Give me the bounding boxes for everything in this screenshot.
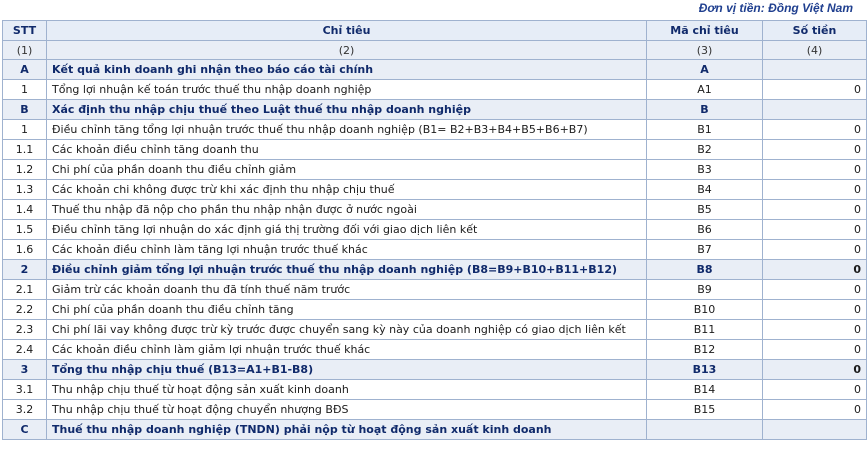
table-row — [3, 140, 867, 160]
row-indicator-code: B13 — [647, 360, 763, 380]
table-row — [3, 280, 867, 300]
row-amount-field[interactable]: 0 — [763, 360, 867, 380]
row-indicator-code: B5 — [647, 200, 763, 220]
row-stt: B — [3, 100, 47, 120]
row-amount-field[interactable]: 0 — [763, 140, 867, 160]
row-stt: A — [3, 60, 47, 80]
row-amount-field[interactable]: 0 — [763, 280, 867, 300]
table-row — [3, 180, 867, 200]
table-body — [3, 60, 867, 440]
row-amount-field[interactable]: 0 — [763, 320, 867, 340]
row-indicator-name: Các khoản điều chỉnh làm giảm lợi nhuận trước thuế khác — [47, 340, 647, 360]
row-indicator-name: Chi phí của phần doanh thu điều chỉnh tăng — [47, 300, 647, 320]
column-index: (1) — [3, 41, 47, 60]
header-stt: STT — [3, 21, 47, 41]
header-amount: Số tiền — [763, 21, 867, 41]
row-indicator-name: Giảm trừ các khoản doanh thu đã tính thuế năm trước — [47, 280, 647, 300]
table-row — [3, 320, 867, 340]
row-indicator-code: B2 — [647, 140, 763, 160]
table-row — [3, 300, 867, 320]
row-amount-field[interactable]: 0 — [763, 120, 867, 140]
section-row — [3, 360, 867, 380]
row-indicator-name: Các khoản điều chỉnh làm tăng lợi nhuận trước thuế khác — [47, 240, 647, 260]
header-code: Mã chỉ tiêu — [647, 21, 763, 41]
row-amount-field[interactable]: 0 — [763, 180, 867, 200]
row-stt: 1 — [3, 80, 47, 100]
row-amount-field[interactable]: 0 — [763, 160, 867, 180]
table-row — [3, 160, 867, 180]
row-indicator-code: B10 — [647, 300, 763, 320]
row-indicator-code: B12 — [647, 340, 763, 360]
row-indicator-name: Chi phí của phần doanh thu điều chỉnh giảm — [47, 160, 647, 180]
row-stt: 3.1 — [3, 380, 47, 400]
row-indicator-name: Thuế thu nhập doanh nghiệp (TNDN) phải nộp từ hoạt động sản xuất kinh doanh — [47, 420, 647, 440]
row-amount-field[interactable]: 0 — [763, 400, 867, 420]
row-stt: 2 — [3, 260, 47, 280]
header-indicator: Chỉ tiêu — [47, 21, 647, 41]
row-indicator-name: Điều chỉnh tăng lợi nhuận do xác định giá thị trường đối với giao dịch liên kết — [47, 220, 647, 240]
table-row — [3, 340, 867, 360]
row-stt: 1 — [3, 120, 47, 140]
row-indicator-name: Tổng lợi nhuận kế toán trước thuế thu nhập doanh nghiệp — [47, 80, 647, 100]
row-stt: 2.3 — [3, 320, 47, 340]
row-indicator-code: B7 — [647, 240, 763, 260]
section-row — [3, 260, 867, 280]
row-stt: 1.2 — [3, 160, 47, 180]
row-stt: 2.4 — [3, 340, 47, 360]
row-indicator-name: Thu nhập chịu thuế từ hoạt động sản xuất kinh doanh — [47, 380, 647, 400]
row-stt: 3.2 — [3, 400, 47, 420]
row-indicator-code: B — [647, 100, 763, 120]
row-indicator-code — [647, 420, 763, 440]
row-indicator-code: A — [647, 60, 763, 80]
column-index: (2) — [47, 41, 647, 60]
row-indicator-code: B8 — [647, 260, 763, 280]
table-row — [3, 240, 867, 260]
row-indicator-code: B4 — [647, 180, 763, 200]
section-row — [3, 60, 867, 80]
table-row — [3, 380, 867, 400]
row-amount-field[interactable]: 0 — [763, 300, 867, 320]
row-stt: 1.3 — [3, 180, 47, 200]
row-indicator-code: B15 — [647, 400, 763, 420]
table-row — [3, 400, 867, 420]
row-stt: 3 — [3, 360, 47, 380]
column-index: (3) — [647, 41, 763, 60]
row-indicator-name: Thu nhập chịu thuế từ hoạt động chuyển nhượng BĐS — [47, 400, 647, 420]
row-indicator-name: Thuế thu nhập đã nộp cho phần thu nhập nhận được ở nước ngoài — [47, 200, 647, 220]
row-amount-field[interactable]: 0 — [763, 240, 867, 260]
row-amount-field[interactable]: 0 — [763, 380, 867, 400]
table-row — [3, 220, 867, 240]
row-indicator-name: Xác định thu nhập chịu thuế theo Luật thuế thu nhập doanh nghiệp — [47, 100, 647, 120]
row-stt: 1.5 — [3, 220, 47, 240]
row-stt: C — [3, 420, 47, 440]
row-stt: 1.1 — [3, 140, 47, 160]
row-amount-field — [763, 60, 867, 80]
table-row — [3, 200, 867, 220]
row-stt: 2.1 — [3, 280, 47, 300]
column-index-row — [3, 41, 867, 60]
row-indicator-code: A1 — [647, 80, 763, 100]
tax-declaration-table — [2, 20, 867, 440]
row-indicator-name: Điều chỉnh giảm tổng lợi nhuận trước thuế thu nhập doanh nghiệp (B8=B9+B10+B11+B12) — [47, 260, 647, 280]
row-indicator-name: Chi phí lãi vay không được trừ kỳ trước được chuyển sang kỳ này của doanh nghiệp có giao dịch liên kết — [47, 320, 647, 340]
row-stt: 1.6 — [3, 240, 47, 260]
row-indicator-code: B14 — [647, 380, 763, 400]
row-indicator-name: Các khoản chi không được trừ khi xác định thu nhập chịu thuế — [47, 180, 647, 200]
row-amount-field[interactable]: 0 — [763, 220, 867, 240]
row-amount-field[interactable]: 0 — [763, 80, 867, 100]
table-row — [3, 120, 867, 140]
currency-unit-note: Đơn vị tiền: Đồng Việt Nam — [698, 1, 853, 15]
row-indicator-name: Các khoản điều chỉnh tăng doanh thu — [47, 140, 647, 160]
row-stt: 1.4 — [3, 200, 47, 220]
row-amount-field[interactable]: 0 — [763, 340, 867, 360]
row-indicator-code: B11 — [647, 320, 763, 340]
section-row — [3, 420, 867, 440]
row-amount-field — [763, 420, 867, 440]
row-amount-field[interactable]: 0 — [763, 200, 867, 220]
column-index: (4) — [763, 41, 867, 60]
row-indicator-name: Kết quả kinh doanh ghi nhận theo báo cáo tài chính — [47, 60, 647, 80]
row-amount-field — [763, 100, 867, 120]
row-indicator-name: Điều chỉnh tăng tổng lợi nhuận trước thuế thu nhập doanh nghiệp (B1= B2+B3+B4+B5+B6+B7) — [47, 120, 647, 140]
row-indicator-code: B9 — [647, 280, 763, 300]
row-indicator-code: B3 — [647, 160, 763, 180]
row-indicator-code: B6 — [647, 220, 763, 240]
row-indicator-code: B1 — [647, 120, 763, 140]
section-row — [3, 100, 867, 120]
row-amount-field[interactable]: 0 — [763, 260, 867, 280]
row-stt: 2.2 — [3, 300, 47, 320]
table-header-row — [3, 21, 867, 41]
row-indicator-name: Tổng thu nhập chịu thuế (B13=A1+B1-B8) — [47, 360, 647, 380]
table-row — [3, 80, 867, 100]
